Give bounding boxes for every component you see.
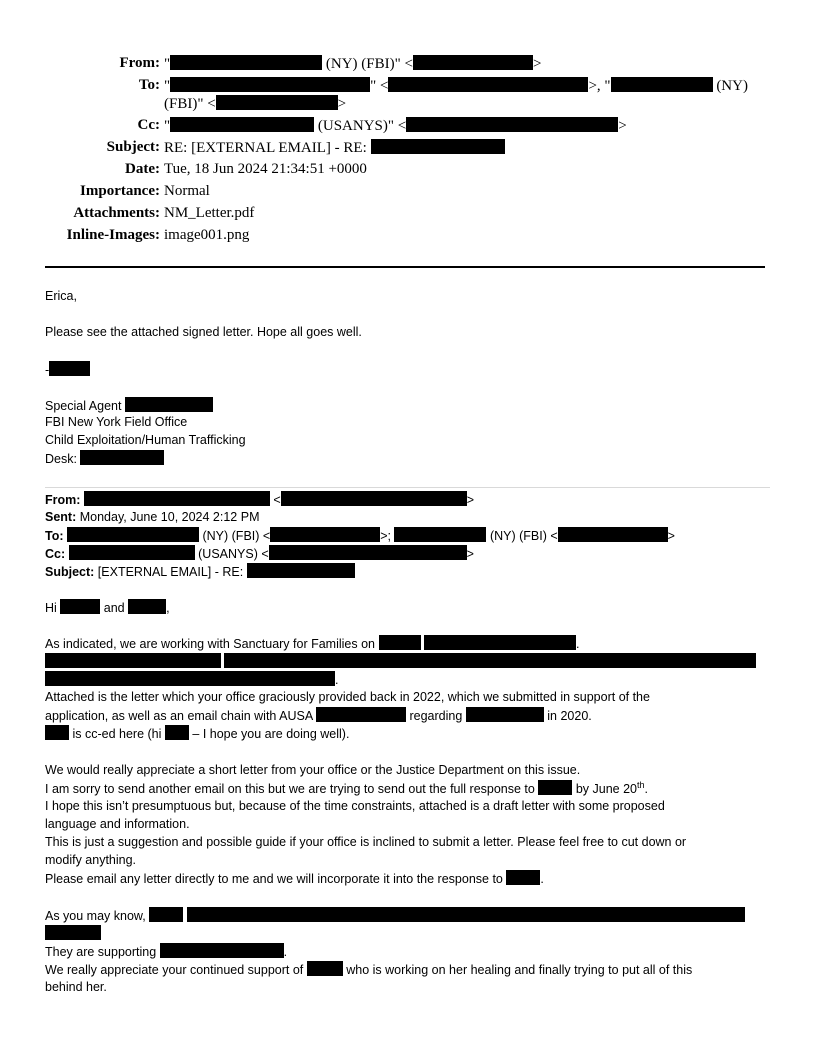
redaction	[160, 943, 284, 958]
redaction	[49, 361, 90, 376]
reply-body: Please see the attached signed letter. Hope all goes well.	[45, 325, 362, 339]
orig-greeting: Hi and ,	[45, 601, 170, 615]
header-divider	[45, 266, 765, 268]
orig-cc-row: Cc: (USANYS) < >	[45, 547, 474, 561]
to-label: To:	[138, 77, 160, 93]
attachments-label: Attachments:	[73, 205, 160, 221]
orig-paragraph-2b: application, as well as an email chain with AUSA regarding in 2020.	[45, 709, 592, 723]
reply-signoff: -	[45, 361, 90, 379]
signature-office: FBI New York Field Office	[45, 415, 188, 429]
date-value: Tue, 18 Jun 2024 21:34:51 +0000	[164, 161, 367, 177]
redaction	[269, 545, 467, 560]
redaction	[149, 907, 183, 922]
orig-redacted-line-3	[45, 925, 101, 943]
orig-paragraph-10: They are supporting .	[45, 945, 288, 959]
to-value-cont: (FBI)" < >	[164, 96, 347, 112]
redaction	[558, 527, 668, 542]
redaction	[247, 563, 355, 578]
orig-subject-row: Subject: [EXTERNAL EMAIL] - RE:	[45, 563, 355, 581]
redaction	[80, 450, 164, 465]
redaction	[216, 95, 338, 110]
redaction	[45, 671, 335, 686]
from-label: From:	[119, 55, 160, 71]
date-label: Date:	[125, 161, 160, 177]
orig-paragraph-9: As you may know,	[45, 907, 745, 925]
redaction	[506, 870, 540, 885]
orig-paragraph-8: Please email any letter directly to me and we will incorporate it into the response to .	[45, 872, 544, 886]
orig-paragraph-2a: Attached is the letter which your office graciously provided back in 2022, which we submitted in support of the	[45, 690, 650, 704]
orig-sent-row: Sent: Monday, June 10, 2024 2:12 PM	[45, 510, 260, 524]
reply-greeting: Erica,	[45, 289, 77, 303]
redaction	[45, 925, 101, 940]
redaction	[187, 907, 745, 922]
redaction	[69, 545, 195, 560]
redaction	[466, 707, 544, 722]
orig-redacted-line-1	[45, 653, 756, 671]
redaction	[84, 491, 270, 506]
redaction	[67, 527, 199, 542]
redaction	[316, 707, 406, 722]
redaction	[379, 635, 421, 650]
orig-redacted-line-2: .	[45, 671, 338, 689]
quoted-divider	[45, 487, 770, 488]
redaction	[60, 599, 100, 614]
subject-label: Subject:	[106, 139, 160, 155]
redaction	[388, 77, 588, 92]
orig-paragraph-7a: This is just a suggestion and possible guide if your office is inclined to submit a letter. Please feel free to cut down or	[45, 835, 687, 849]
orig-paragraph-7b: modify anything.	[45, 853, 137, 867]
cc-label: Cc:	[137, 117, 160, 133]
orig-paragraph-6a: I hope this isn’t presumptuous but, because of the time constraints, attached is a draft letter with some proposed	[45, 799, 665, 813]
redaction	[128, 599, 166, 614]
redaction	[170, 117, 314, 132]
inline-images-label: Inline-Images:	[66, 227, 160, 243]
redaction	[45, 725, 69, 740]
redaction	[307, 961, 343, 976]
redaction	[125, 397, 213, 412]
orig-paragraph-3: is cc-ed here (hi – I hope you are doing well).	[45, 725, 349, 743]
orig-to-row: To: (NY) (FBI) < >; (NY) (FBI) < >	[45, 529, 675, 543]
redaction	[538, 780, 572, 795]
orig-from-row: From: < >	[45, 493, 475, 507]
redaction	[270, 527, 380, 542]
importance-label: Importance:	[80, 183, 160, 199]
orig-paragraph-6b: language and information.	[45, 817, 190, 831]
redaction	[45, 653, 221, 668]
cc-value: " (USANYS)" < >	[164, 118, 627, 134]
redaction	[394, 527, 486, 542]
redaction	[224, 653, 756, 668]
redaction	[406, 117, 618, 132]
orig-paragraph-11a: We really appreciate your continued support of who is working on her healing and finally trying to put all of this	[45, 963, 693, 977]
orig-paragraph-4: We would really appreciate a short letter from your office or the Justice Department on this issue.	[45, 763, 581, 777]
redaction	[611, 77, 713, 92]
signature-desk: Desk:	[45, 450, 164, 468]
redaction	[371, 139, 505, 154]
signature-unit: Child Exploitation/Human Trafficking	[45, 433, 246, 447]
from-value: " (NY) (FBI)" < >	[164, 56, 542, 72]
to-value: " " < >, " (NY)	[164, 78, 748, 94]
importance-value: Normal	[164, 183, 210, 199]
orig-paragraph-5: I am sorry to send another email on this but we are trying to send out the full response to by June 20th.	[45, 780, 648, 796]
redaction	[413, 55, 533, 70]
redaction	[165, 725, 189, 740]
subject-value: RE: [EXTERNAL EMAIL] - RE:	[164, 139, 505, 156]
orig-paragraph-11b: behind her.	[45, 980, 107, 994]
redaction	[424, 635, 576, 650]
redaction	[170, 77, 370, 92]
redaction	[170, 55, 322, 70]
redaction	[281, 491, 467, 506]
orig-paragraph-1: As indicated, we are working with Sanctuary for Families on .	[45, 637, 580, 651]
inline-image-link[interactable]: image001.png	[164, 227, 250, 243]
attachment-link[interactable]: NM_Letter.pdf	[164, 205, 255, 221]
signature-title: Special Agent	[45, 397, 213, 415]
